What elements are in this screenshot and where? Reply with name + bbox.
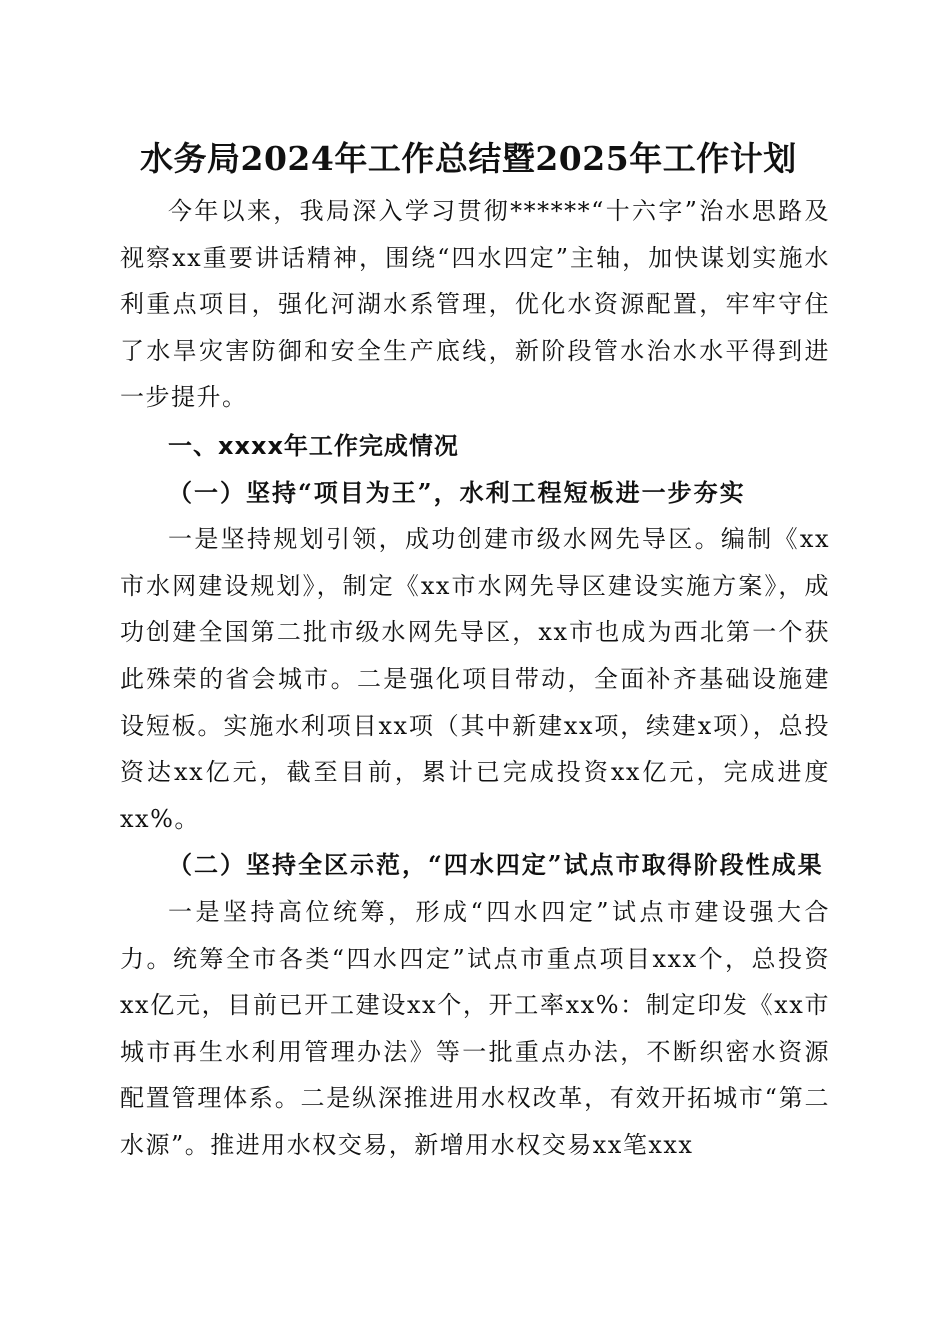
section-heading-1: 一、xxxx年工作完成情况 <box>168 431 459 460</box>
subsection-heading-2: （二）坚持全区示范，“四水四定”试点市取得阶段性成果 <box>168 850 824 880</box>
subsection-body-2: 一是坚持高位统筹，形成“四水四定”试点市建设强大合力。统筹全市各类“四水四定”试点市重点项目xxx个，总投资xx亿元，目前已开工建设xx个，开工率xx%：制定印发《xx市城市再生水利用管理办法》等一批重点办法，不断织密水资源配置管理体系。二是纵深推进用水权改革，有效开拓城市“第二水源”。推进用水权交易，新增用水权交易xx笔xxx <box>120 897 830 1159</box>
document-title: 水务局2024年工作总结暨2025年工作计划 <box>140 139 797 178</box>
subsection-heading-1: （一）坚持“项目为王”，水利工程短板进一步夯实 <box>168 477 746 507</box>
document-page <box>120 130 830 1168</box>
subsection-body-1: 一是坚持规划引领，成功创建市级水网先导区。编制《xx市水网建设规划》，制定《xx市水网先导区建设实施方案》，成功创建全国第二批市级水网先导区，xx市也成为西北第一个获此殊荣的省会城市。二是强化项目带动，全面补齐基础设施建设短板。实施水利项目xx项（其中新建xx项，续建x项），总投资达xx亿元，截至目前，累计已完成投资xx亿元，完成进度xx%。 <box>120 525 830 833</box>
intro-paragraph: 今年以来，我局深入学习贯彻******“十六字”治水思路及视察xx重要讲话精神，围绕“四水四定”主轴，加快谋划实施水利重点项目，强化河湖水系管理，优化水资源配置，牢牢守住了水旱灾害防御和安全生产底线，新阶段管水治水水平得到进一步提升。 <box>120 197 830 412</box>
